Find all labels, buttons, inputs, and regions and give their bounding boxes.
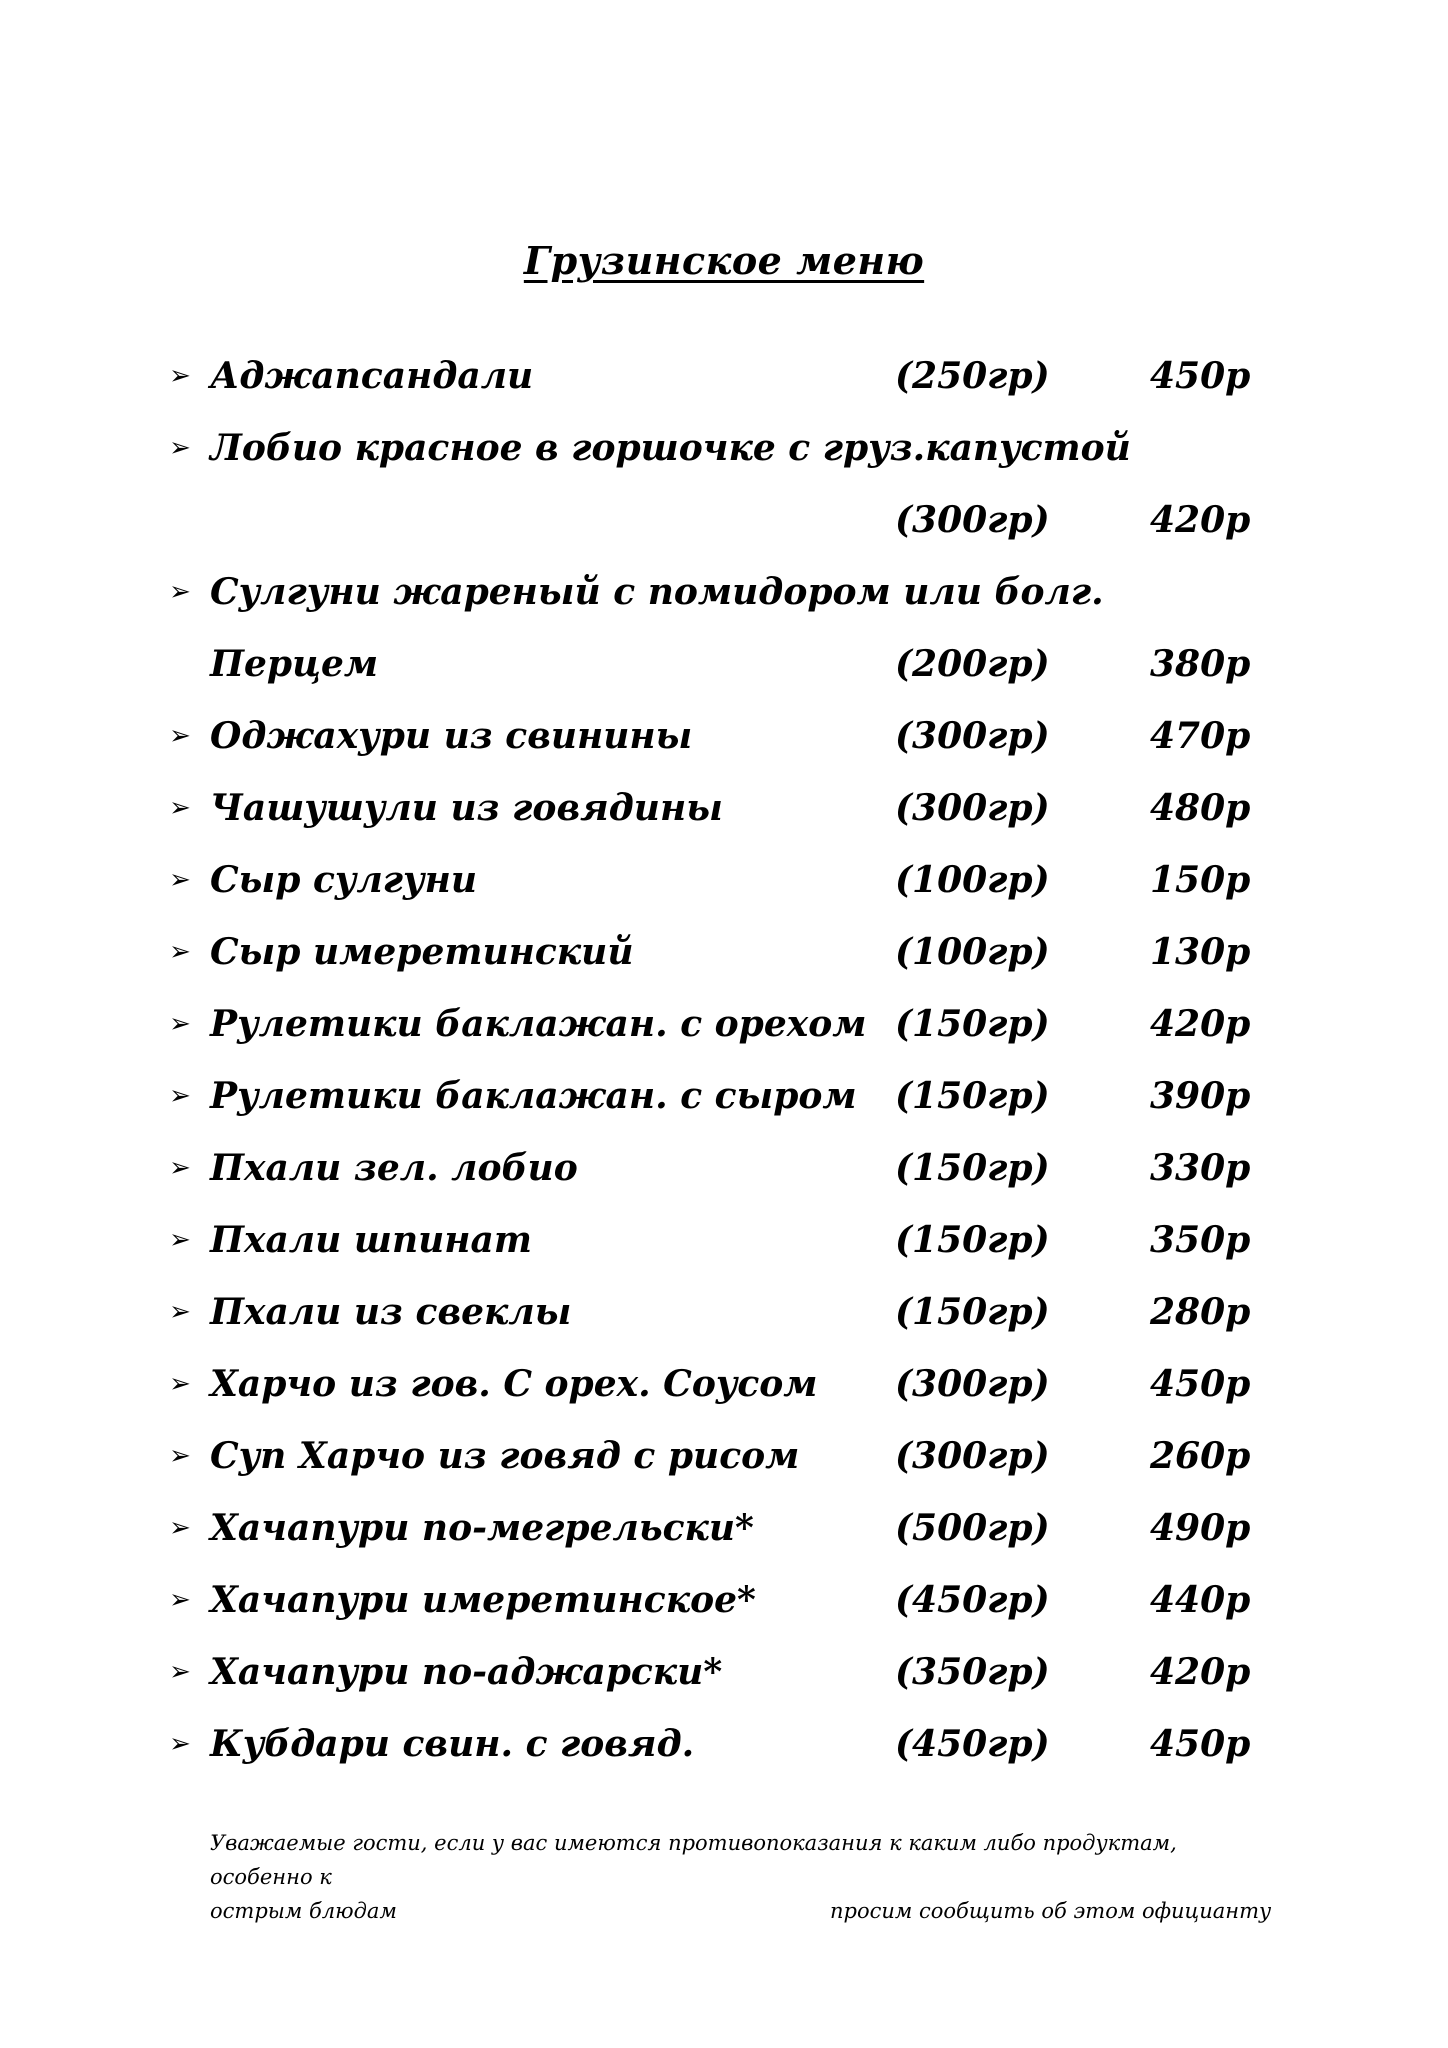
menu-item-price: 330р <box>1150 1147 1251 1189</box>
menu-item-weight: (250гр) <box>895 355 1050 397</box>
menu-item-row <box>165 844 1315 916</box>
menu-item-weight: (200гр) <box>895 643 1050 685</box>
arrow-bullet-icon: ➢ <box>169 1441 191 1471</box>
menu-item-weight: (150гр) <box>895 1147 1050 1189</box>
menu-item-row <box>165 1492 1315 1564</box>
arrow-bullet-icon: ➢ <box>169 937 191 967</box>
arrow-bullet-icon: ➢ <box>169 433 191 463</box>
menu-item-price: 420р <box>1150 1651 1251 1693</box>
arrow-bullet-icon: ➢ <box>169 1153 191 1183</box>
arrow-bullet-icon: ➢ <box>169 1657 191 1687</box>
menu-item-price: 450р <box>1150 1723 1251 1765</box>
menu-item-row <box>165 772 1315 844</box>
arrow-bullet-icon: ➢ <box>169 1009 191 1039</box>
menu-item-row <box>165 412 1315 484</box>
menu-item-row <box>165 1420 1315 1492</box>
menu-item-weight: (300гр) <box>895 787 1050 829</box>
menu-item-price: 440р <box>1150 1579 1251 1621</box>
menu-item-price: 470р <box>1150 715 1251 757</box>
menu-item-price: 380р <box>1150 643 1251 685</box>
menu-item-row <box>165 1132 1315 1204</box>
menu-item-row <box>165 700 1315 772</box>
menu-item-name: Чашушули из говядины <box>210 787 723 829</box>
menu-item-price: 450р <box>1150 355 1251 397</box>
allergy-note-line-1: Уважаемые гости, если у вас имеются противопоказания к каким либо продуктам, особенно к <box>210 1831 1177 1889</box>
menu-item-price: 480р <box>1150 787 1251 829</box>
menu-item-name: Сыр сулгуни <box>210 859 477 901</box>
menu-item-price: 350р <box>1150 1219 1251 1261</box>
menu-item-name: Хачапури по-аджарски* <box>210 1651 723 1693</box>
arrow-bullet-icon: ➢ <box>169 865 191 895</box>
menu-item-price: 450р <box>1150 1363 1251 1405</box>
menu-item-row <box>165 1636 1315 1708</box>
arrow-bullet-icon: ➢ <box>169 1225 191 1255</box>
menu-item-name: Сыр имеретинский <box>210 931 634 973</box>
menu-title: Грузинское меню <box>523 238 925 283</box>
menu-item-name: Рулетики баклажан. с сыром <box>210 1075 857 1117</box>
menu-item-price: 130р <box>1150 931 1251 973</box>
menu-item-weight: (100гр) <box>895 931 1050 973</box>
arrow-bullet-icon: ➢ <box>169 1369 191 1399</box>
menu-item-name: Сулгуни жареный с помидором или болг. <box>210 571 1104 613</box>
menu-item-name: Перцем <box>210 643 379 685</box>
allergy-note-line-2 <box>210 1894 1280 1928</box>
menu-item-price: 420р <box>1150 499 1251 541</box>
menu-item-row <box>165 1276 1315 1348</box>
menu-item-name: Пхали из свеклы <box>210 1291 572 1333</box>
menu-item-price: 420р <box>1150 1003 1251 1045</box>
menu-item-name: Суп Харчо из говяд с рисом <box>210 1435 800 1477</box>
menu-item-weight: (300гр) <box>895 715 1050 757</box>
menu-item-row <box>165 916 1315 988</box>
arrow-bullet-icon: ➢ <box>169 577 191 607</box>
menu-item-weight: (150гр) <box>895 1075 1050 1117</box>
menu-item-row <box>165 988 1315 1060</box>
menu-item-row <box>165 1204 1315 1276</box>
arrow-bullet-icon: ➢ <box>169 1729 191 1759</box>
menu-item-name: Пхали зел. лобио <box>210 1147 578 1189</box>
arrow-bullet-icon: ➢ <box>169 793 191 823</box>
menu-item-price: 390р <box>1150 1075 1251 1117</box>
menu-item-weight: (100гр) <box>895 859 1050 901</box>
menu-item-name: Аджапсандали <box>210 355 534 397</box>
menu-list <box>165 340 1315 1780</box>
menu-item-weight: (150гр) <box>895 1003 1050 1045</box>
menu-item-weight: (300гр) <box>895 499 1050 541</box>
menu-item-row <box>165 1060 1315 1132</box>
allergy-note-line-2-left: острым блюдам <box>210 1899 397 1923</box>
menu-item-price: 260р <box>1150 1435 1251 1477</box>
menu-item-weight: (150гр) <box>895 1291 1050 1333</box>
menu-item-weight: (500гр) <box>895 1507 1050 1549</box>
menu-item-price: 150р <box>1150 859 1251 901</box>
menu-item-name: Кубдари свин. с говяд. <box>210 1723 695 1765</box>
arrow-bullet-icon: ➢ <box>169 1081 191 1111</box>
menu-item-name: Хачапури по-мегрельски* <box>210 1507 754 1549</box>
menu-item-price: 490р <box>1150 1507 1251 1549</box>
menu-item-price: 280р <box>1150 1291 1251 1333</box>
menu-item-row <box>165 340 1315 412</box>
menu-item-weight: (300гр) <box>895 1363 1050 1405</box>
allergy-note <box>210 1826 1280 1928</box>
arrow-bullet-icon: ➢ <box>169 1585 191 1615</box>
menu-item-name: Рулетики баклажан. с орехом <box>210 1003 867 1045</box>
arrow-bullet-icon: ➢ <box>169 1513 191 1543</box>
menu-item-name: Хачапури имеретинское* <box>210 1579 756 1621</box>
menu-item-weight: (150гр) <box>895 1219 1050 1261</box>
menu-item-row <box>165 1348 1315 1420</box>
menu-item-name: Пхали шпинат <box>210 1219 532 1261</box>
menu-item-name: Оджахури из свинины <box>210 715 693 757</box>
arrow-bullet-icon: ➢ <box>169 721 191 751</box>
menu-item-row <box>165 1708 1315 1780</box>
menu-item-weight: (450гр) <box>895 1579 1050 1621</box>
menu-item-row <box>165 484 1315 556</box>
arrow-bullet-icon: ➢ <box>169 1297 191 1327</box>
menu-item-row <box>165 628 1315 700</box>
menu-item-weight: (300гр) <box>895 1435 1050 1477</box>
menu-item-name: Лобио красное в горшочке с груз.капустой <box>210 427 1131 469</box>
menu-item-name: Харчо из гов. С орех. Соусом <box>210 1363 818 1405</box>
arrow-bullet-icon: ➢ <box>169 361 191 391</box>
menu-item-weight: (350гр) <box>895 1651 1050 1693</box>
allergy-note-line-2-right: просим сообщить об этом официанту <box>830 1899 1272 1923</box>
menu-item-weight: (450гр) <box>895 1723 1050 1765</box>
menu-item-row <box>165 556 1315 628</box>
menu-item-row <box>165 1564 1315 1636</box>
